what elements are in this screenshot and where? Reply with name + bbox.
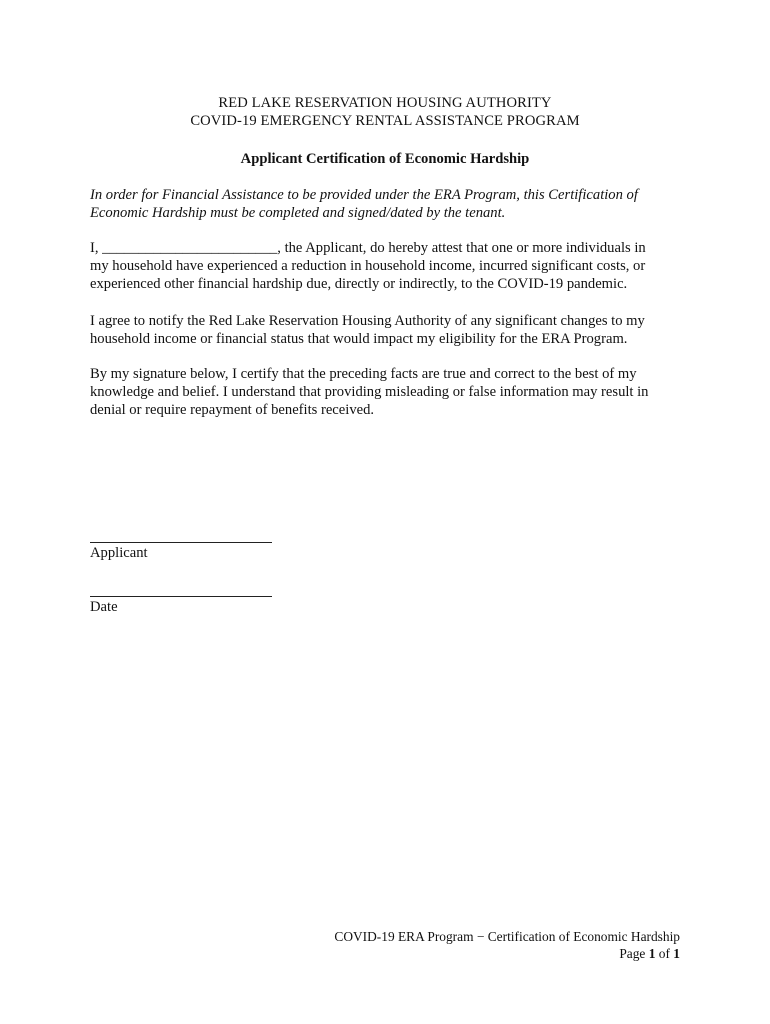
header-program: COVID-19 EMERGENCY RENTAL ASSISTANCE PROGRAM — [190, 113, 580, 129]
page-of: of — [655, 946, 674, 961]
page-total: 1 — [673, 946, 680, 961]
notification-line-1: I agree to notify the Red Lake Reservation Housing Authority of any significant changes to my — [90, 313, 645, 329]
certification-line-3: denial or require repayment of benefits received. — [90, 402, 375, 418]
document-header — [0, 94, 770, 130]
header-organization: RED LAKE RESERVATION HOUSING AUTHORITY — [218, 95, 552, 111]
intro-line-2: Economic Hardship must be completed and signed/dated by the tenant. — [90, 205, 506, 221]
footer-document-name: COVID-19 ERA Program − Certification of Economic Hardship — [334, 929, 680, 944]
certification-line-2: knowledge and belief. I understand that providing misleading or false information may result in — [90, 384, 649, 400]
document-title: Applicant Certification of Economic Hardship — [240, 151, 530, 167]
date-signature-block — [90, 596, 272, 616]
intro-paragraph — [90, 186, 690, 222]
notification-line-2: household income or financial status that would impact my eligibility for the ERA Program. — [90, 331, 628, 347]
date-label: Date — [90, 599, 118, 615]
page-current: 1 — [648, 946, 656, 961]
attestation-line-1: I, ________________________, the Applicant, do hereby attest that one or more individuals in — [90, 240, 646, 256]
footer-page-number — [334, 945, 680, 962]
applicant-label: Applicant — [90, 545, 148, 561]
page-prefix: Page — [619, 946, 649, 961]
notification-paragraph — [90, 312, 690, 348]
certification-paragraph — [90, 365, 690, 419]
date-signature-line[interactable] — [90, 596, 272, 597]
attestation-line-2: my household have experienced a reduction in household income, incurred significant costs, or — [90, 258, 646, 274]
attestation-paragraph — [90, 239, 690, 293]
certification-line-1: By my signature below, I certify that the preceding facts are true and correct to the best of my — [90, 366, 637, 382]
intro-line-1: In order for Financial Assistance to be provided under the ERA Program, this Certification of — [90, 187, 638, 203]
attestation-line-3: experienced other financial hardship due, directly or indirectly, to the COVID-19 pandemic. — [90, 276, 628, 292]
applicant-signature-line[interactable] — [90, 542, 272, 543]
page-footer — [334, 928, 680, 962]
applicant-signature-block — [90, 542, 272, 562]
